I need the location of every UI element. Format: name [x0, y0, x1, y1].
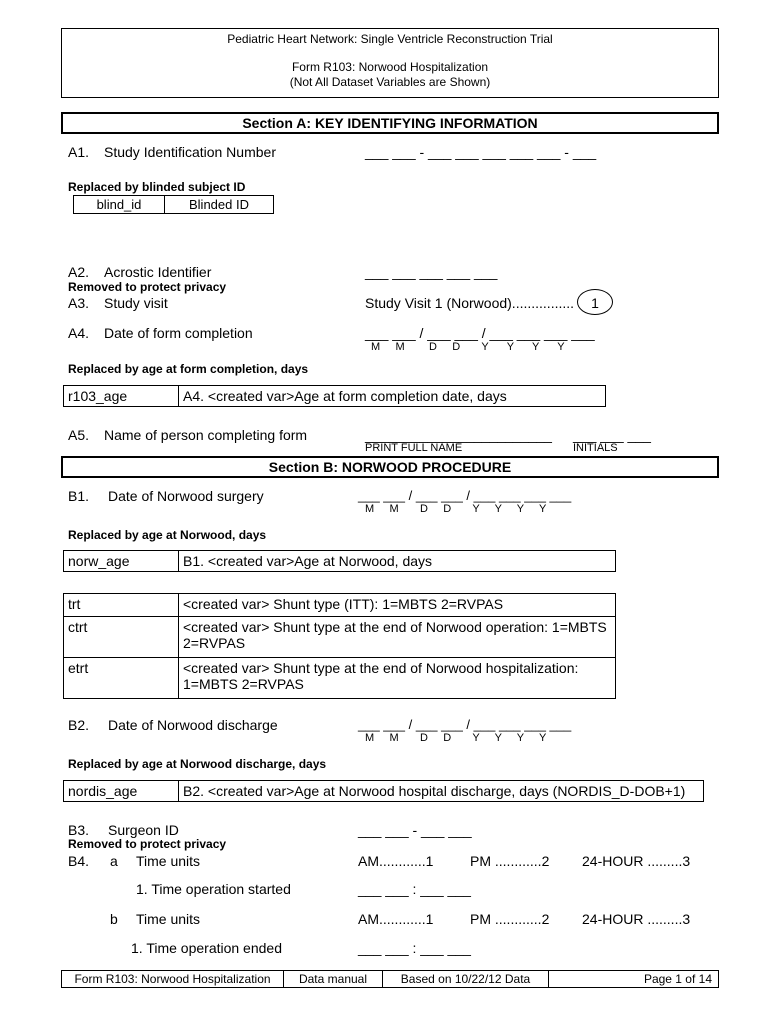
shunt-var: trt: [64, 594, 179, 617]
a3-number: A3.: [68, 295, 90, 311]
age-table: [63, 385, 606, 407]
table-row: [64, 594, 616, 617]
shunt-desc: <created var> Shunt type at the end of Norwood operation: 1=MBTS 2=RVPAS: [179, 617, 616, 658]
shunt-desc: <created var> Shunt type (ITT): 1=MBTS 2=RVPAS: [179, 594, 616, 617]
a5-name-caption: PRINT FULL NAME: [365, 442, 463, 454]
shunt-table: [63, 593, 616, 699]
footer-based: Based on 10/22/12 Data: [382, 970, 549, 988]
b4b-opt-am: AM............1: [358, 911, 434, 927]
shunt-desc: <created var> Shunt type at the end of Norwood hospitalization: 1=MBTS 2=RVPAS: [179, 658, 616, 699]
dis-desc: B2. <created var>Age at Norwood hospital discharge, days (NORDIS_D-DOB+1): [179, 781, 704, 802]
b1-number: B1.: [68, 488, 90, 504]
b2-blank: ___ ___ / ___ ___ / ___ ___ ___ ___: [358, 717, 572, 732]
dis-var: nordis_age: [64, 781, 179, 802]
b4a-letter: a: [110, 853, 118, 869]
a5-initials-caption: INITIALS: [573, 442, 618, 454]
b4a-opt-24: 24-HOUR .........3: [582, 853, 691, 869]
b4b1-blank: ___ ___ : ___ ___: [358, 940, 471, 956]
b2-mask: M M D D Y Y Y Y: [365, 732, 547, 744]
b4b-label: Time units: [136, 911, 201, 927]
a1-blank: ___ ___ - ___ ___ ___ ___ ___ - ___: [365, 144, 597, 160]
norw-desc: B1. <created var>Age at Norwood, days: [179, 551, 616, 572]
b1-blank: ___ ___ / ___ ___ / ___ ___ ___ ___: [358, 488, 572, 503]
a3-code: 1: [591, 295, 599, 311]
a5-initials-blank: ___ ___ ___: [573, 427, 651, 443]
a2-label: Acrostic Identifier: [104, 264, 212, 280]
a3-label: Study visit: [104, 295, 168, 311]
age-var: r103_age: [64, 386, 179, 407]
norw-note: Replaced by age at Norwood, days: [68, 528, 267, 542]
age-note: Replaced by age at form completion, days: [68, 362, 309, 376]
norw-var: norw_age: [64, 551, 179, 572]
b4b-letter: b: [110, 911, 118, 927]
header-line3: (Not All Dataset Variables are Shown): [289, 75, 491, 89]
dis-note: Replaced by age at Norwood discharge, days: [68, 757, 327, 771]
section-b-title: Section B: NORWOOD PROCEDURE: [61, 456, 719, 478]
b4-number: B4.: [68, 853, 90, 869]
a1-label: Study Identification Number: [104, 144, 276, 160]
b3-blank: ___ ___ - ___ ___: [358, 822, 472, 838]
a2-privacy-note: Removed to protect privacy: [68, 280, 227, 294]
a2-blank: ___ ___ ___ ___ ___: [365, 264, 498, 280]
b4a-opt-am: AM............1: [358, 853, 434, 869]
b2-label: Date of Norwood discharge: [108, 717, 278, 733]
b4b1-label: 1. Time operation ended: [131, 940, 282, 956]
shunt-var: etrt: [64, 658, 179, 699]
b4a-opt-pm: PM ............2: [470, 853, 550, 869]
b3-number: B3.: [68, 822, 90, 838]
section-a-title: Section A: KEY IDENTIFYING INFORMATION: [61, 112, 719, 134]
b4a-label: Time units: [136, 853, 201, 869]
b3-label: Surgeon ID: [108, 822, 179, 838]
b2-number: B2.: [68, 717, 90, 733]
a5-label: Name of person completing form: [104, 427, 308, 443]
age-desc: A4. <created var>Age at form completion date, days: [179, 386, 606, 407]
header-line1: Pediatric Heart Network: Single Ventricle Reconstruction Trial: [227, 32, 553, 46]
blind-table: [73, 195, 274, 214]
a4-number: A4.: [68, 325, 90, 341]
a5-number: A5.: [68, 427, 90, 443]
a2-number: A2.: [68, 264, 90, 280]
a1-number: A1.: [68, 144, 90, 160]
b1-label: Date of Norwood surgery: [108, 488, 264, 504]
blind-note: Replaced by blinded subject ID: [68, 180, 246, 194]
footer-form: Form R103: Norwood Hospitalization: [61, 970, 284, 988]
table-row: [64, 617, 616, 658]
b4a1-blank: ___ ___ : ___ ___: [358, 881, 471, 897]
b3-privacy-note: Removed to protect privacy: [68, 837, 227, 851]
shunt-var: ctrt: [64, 617, 179, 658]
b4b-opt-24: 24-HOUR .........3: [582, 911, 691, 927]
a4-label: Date of form completion: [104, 325, 253, 341]
a4-blank: ___ ___ / ___ ___ / ___ ___ ___ ___: [365, 325, 595, 341]
footer-manual: Data manual: [283, 970, 383, 988]
footer-page: Page 1 of 14: [548, 970, 719, 988]
table-row: [64, 658, 616, 699]
norw-table: [63, 550, 616, 572]
a3-value: Study Visit 1 (Norwood)................: [365, 295, 575, 311]
b4b-opt-pm: PM ............2: [470, 911, 550, 927]
header-line2: Form R103: Norwood Hospitalization: [291, 60, 489, 74]
dis-table: [63, 780, 704, 802]
a4-mask: M M D D Y Y Y Y: [371, 341, 565, 353]
b1-mask: M M D D Y Y Y Y: [365, 503, 547, 515]
blind-col2: Blinded ID: [165, 196, 274, 214]
a5-name-blank: ________________________: [365, 427, 552, 443]
blind-col1: blind_id: [74, 196, 165, 214]
b4a1-label: 1. Time operation started: [136, 881, 291, 897]
